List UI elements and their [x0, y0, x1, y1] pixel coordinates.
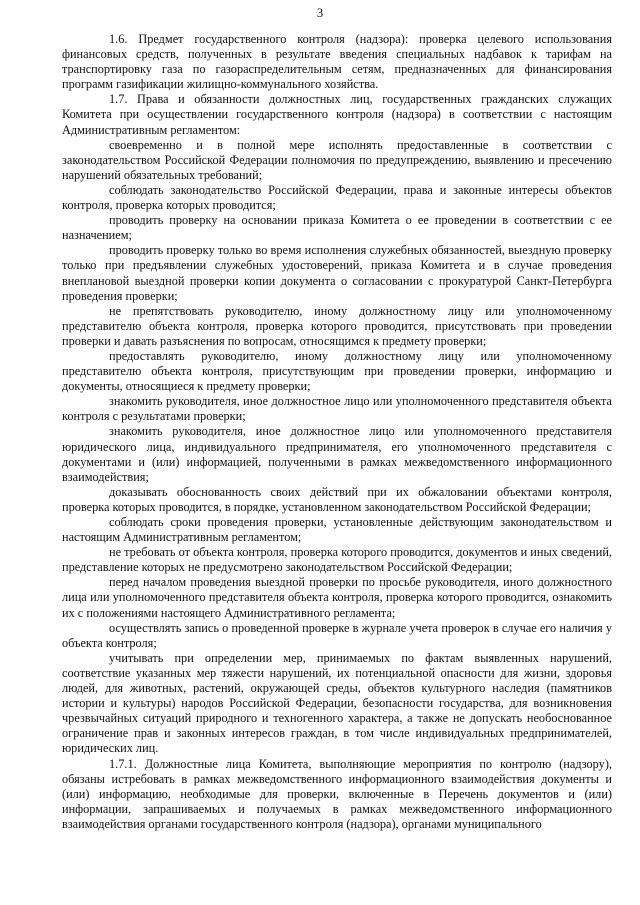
list-item-duty: знакомить руководителя, иное должностное лицо или уполномоченного представителя юридического лица, индивидуального предпринимателя, его уполномоченного представителя с документами и (или) информацией, полученными в рамках межведомственного информационного взаимодействия; — [62, 424, 612, 484]
list-item-duty: осуществлять запись о проведенной проверке в журнале учета проверок в случае его наличия у объекта контроля; — [62, 620, 612, 650]
list-item-duty: перед началом проведения выездной проверки по просьбе руководителя, иного должностного лица или уполномоченного представителя объекта контроля, проверка которого проводится, ознакомить их с положениями настоящего Административного регламента; — [62, 575, 612, 620]
list-item-duty: доказывать обоснованность своих действий при их обжаловании объектами контроля, проверка которых проводится, в порядке, установленном законодательством Российской Федерации; — [62, 484, 612, 514]
list-item-duty: не требовать от объекта контроля, проверка которого проводится, документов и иных сведений, представление которых не предусмотрено законодательством Российской Федерации; — [62, 545, 612, 575]
list-item-duty: проводить проверку только во время исполнения служебных обязанностей, выездную проверку только при предъявлении служебных удостоверений, приказа Комитета и в случае проведения внеплановой выездной проверки копии документа о согласовании с прокуратурой Санкт-Петербурга проведения проверки; — [62, 243, 612, 303]
paragraph-1-6: 1.6. Предмет государственного контроля (надзора): проверка целевого использования финансовых средств, полученных в результате введения специальных надбавок к тарифам на транспортировку газа по газораспределительным сетям, предназначенных для финансирования программ газификации жилищно-коммунального хозяйства. — [62, 32, 612, 92]
paragraph-1-7: 1.7. Права и обязанности должностных лиц, государственных гражданских служащих Комитета при осуществлении государственного контроля (надзора) в соответствии с настоящим Административным регламентом: — [62, 92, 612, 137]
list-item-duty: знакомить руководителя, иное должностное лицо или уполномоченного представителя объекта контроля с результатами проверки; — [62, 394, 612, 424]
list-item-duty: не препятствовать руководителю, иному должностному лицу или уполномоченному представителю объекта контроля, проверка которого проводится, присутствовать при проведении проверки и давать разъяснения по вопросам, относящимся к предмету проверки; — [62, 303, 612, 348]
list-item-duty: соблюдать сроки проведения проверки, установленные действующим законодательством и настоящим Административным регламентом; — [62, 515, 612, 545]
list-item-duty: проводить проверку на основании приказа Комитета о ее проведении в соответствии с ее назначением; — [62, 213, 612, 243]
page-number: 3 — [316, 6, 324, 20]
list-item-duty: своевременно и в полной мере исполнять предоставленные в соответствии с законодательством Российской Федерации полномочия по предупреждению, выявлению и пресечению нарушений обязательных требований; — [62, 137, 612, 182]
list-item-duty: соблюдать законодательство Российской Федерации, права и законные интересы объектов контроля, проверка которых проводится; — [62, 182, 612, 213]
paragraph-1-7-1: 1.7.1. Должностные лица Комитета, выполняющие мероприятия по контролю (надзору), обязаны истребовать в рамках межведомственного информационного взаимодействия документы и (или) информацию, необходимые для проверки, включенные в Перечень документов и (или) информации, запрашиваемых и получаемых в рамках межведомственного информационного взаимодействия органами государственного контроля (надзора), органами муниципального — [62, 756, 612, 831]
list-item-duty: учитывать при определении мер, принимаемых по фактам выявленных нарушений, соответствие указанных мер тяжести нарушений, их потенциальной опасности для жизни, здоровья людей, для животных, растений, окружающей среды, объектов культурного наследия (памятников истории и культуры) народов Российской Федерации, безопасности государства, для возникновения чрезвычайных ситуаций природного и техногенного характера, а также не допускать необоснованное ограничение прав и законных интересов граждан, в том числе индивидуальных предпринимателей, юридических лиц. — [62, 650, 612, 756]
document-body — [62, 32, 612, 832]
list-item-duty: предоставлять руководителю, иному должностному лицу или уполномоченному представителю объекта контроля, присутствующим при проведении проверки, информацию и документы, относящиеся к предмету проверки; — [62, 348, 612, 394]
